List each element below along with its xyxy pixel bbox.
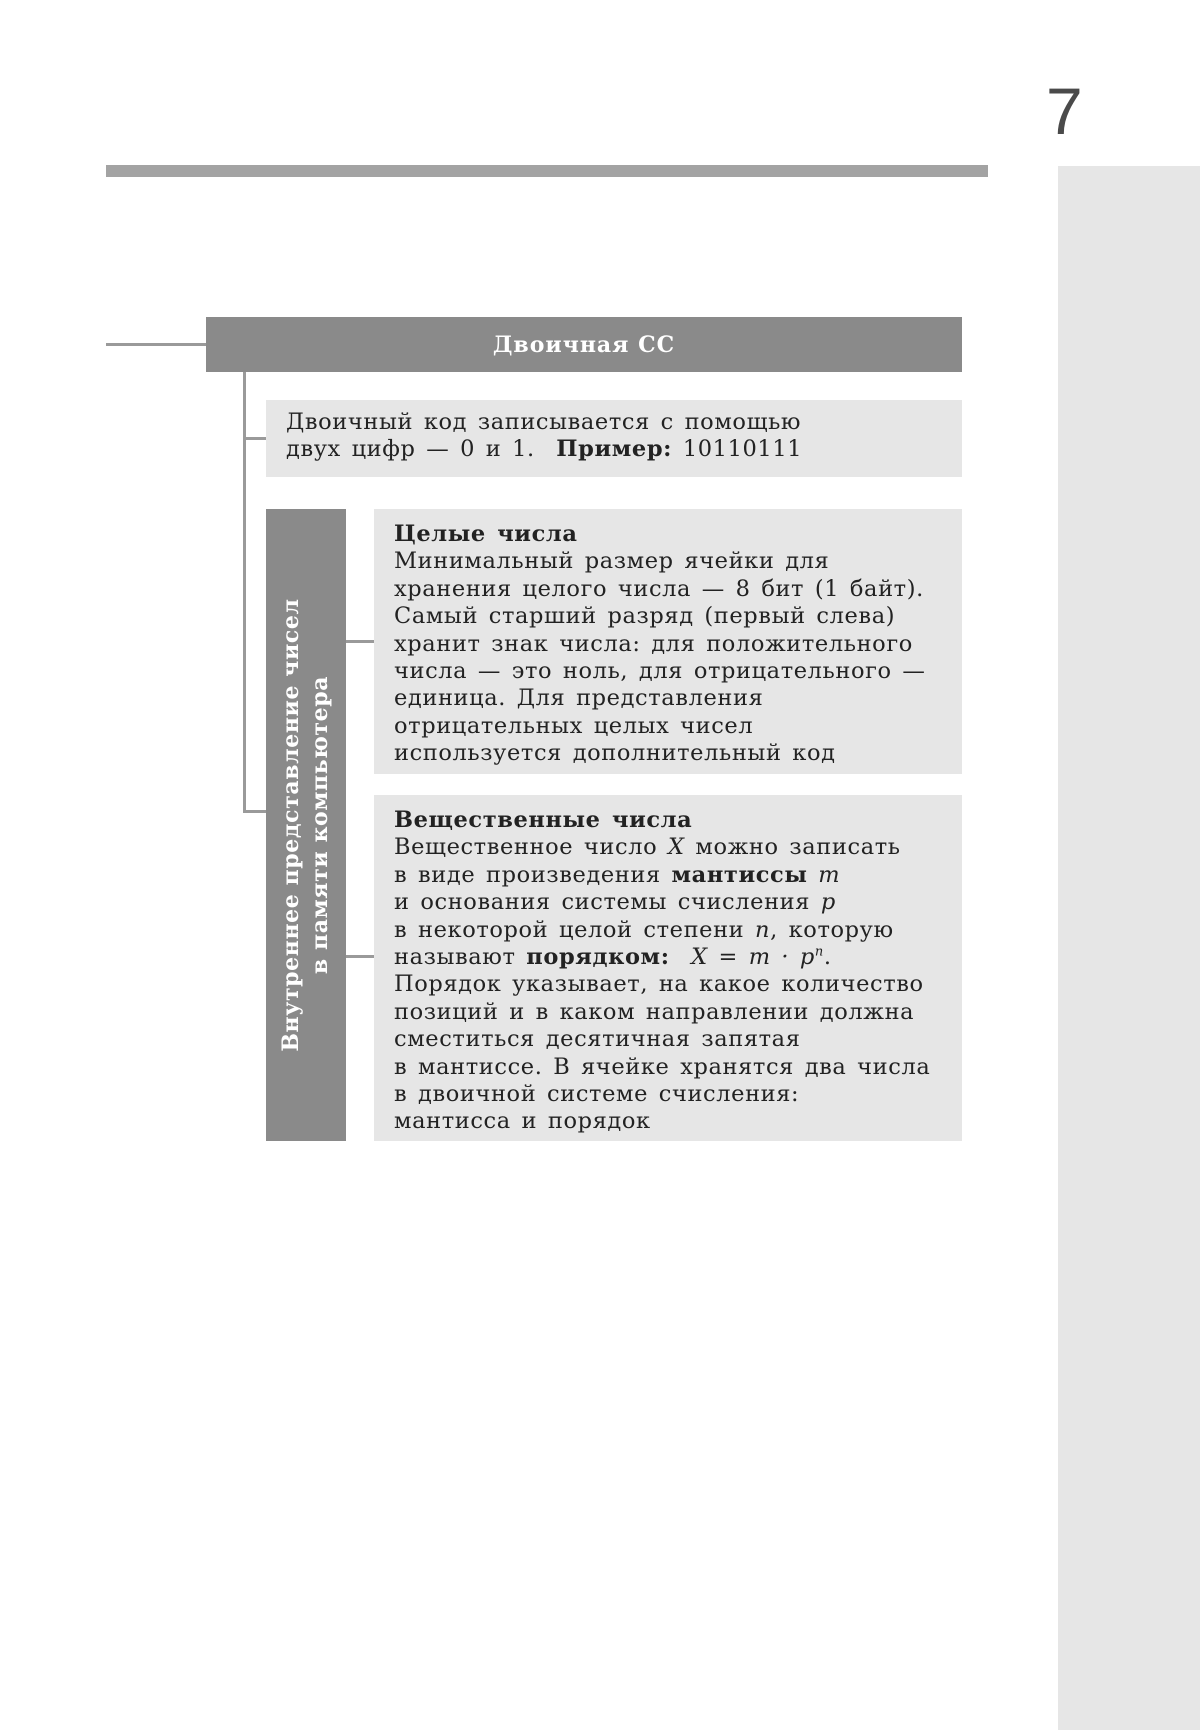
- reals-line: в двоичной системе счисления:: [394, 1081, 800, 1108]
- reals-line: Порядок указывает, на какое количество: [394, 971, 924, 998]
- connector-to-integers-box: [346, 640, 374, 643]
- real-numbers-box: [374, 795, 962, 1141]
- integers-line: Минимальный размер ячейки для: [394, 548, 830, 575]
- integers-line: Самый старший разряд (первый слева): [394, 603, 896, 630]
- integers-line: используется дополнительный код: [394, 740, 836, 767]
- reals-line: называют порядком: $X = m \cdot p^n$.: [394, 944, 832, 971]
- connector-to-reals-box: [346, 955, 374, 958]
- reals-line: мантисса и порядок: [394, 1108, 651, 1135]
- reals-line: в мантиссе. В ячейке хранятся два числа: [394, 1053, 931, 1080]
- vertical-label: [277, 598, 335, 1051]
- vertical-label-line-2: в памяти компьютера: [307, 675, 333, 975]
- reals-line: и основания системы счисления p: [394, 889, 836, 916]
- integers-line: числа — это ноль, для отрицательного —: [394, 658, 926, 685]
- header-binary-system: [206, 317, 962, 372]
- reals-line: позиций и в каком направлении должна: [394, 998, 915, 1025]
- binary-line-1: Двоичный код записывается с помощью: [286, 409, 802, 435]
- integers-line: отрицательных целых чисел: [394, 712, 754, 739]
- reals-line: Вещественное число X можно записать: [394, 834, 901, 861]
- integers-line: хранения целого числа — 8 бит (1 байт).: [394, 575, 924, 602]
- integers-line: единица. Для представления: [394, 685, 764, 712]
- reals-line: сместиться десятичная запятая: [394, 1026, 801, 1053]
- connector-left-horizontal: [106, 343, 206, 346]
- connector-to-vertical-bar: [243, 810, 266, 813]
- integers-box: [374, 509, 962, 774]
- example-label: Пример:: [556, 436, 673, 463]
- example-value: 10110111: [682, 436, 803, 463]
- binary-code-box: [266, 400, 962, 477]
- page-margin-strip: [1058, 166, 1200, 1730]
- page-number: 7: [1046, 74, 1083, 148]
- reals-line: в виде произведения мантиссы m: [394, 861, 841, 888]
- reals-title: Вещественные числа: [394, 807, 693, 833]
- top-rule: [106, 165, 988, 177]
- header-title: Двоичная СС: [492, 331, 676, 358]
- reals-line: в некоторой целой степени n, которую: [394, 916, 894, 943]
- vertical-label-line-1: Внутреннее представление чисел: [278, 598, 304, 1052]
- binary-line-2: двух цифр — 0 и 1. Пример: 10110111: [286, 436, 803, 463]
- integers-title: Целые числа: [394, 521, 578, 547]
- exponent-formula: X = m · p: [691, 944, 815, 971]
- connector-to-binary-box: [243, 437, 266, 440]
- integers-line: хранит знак числа: для положительного: [394, 630, 913, 657]
